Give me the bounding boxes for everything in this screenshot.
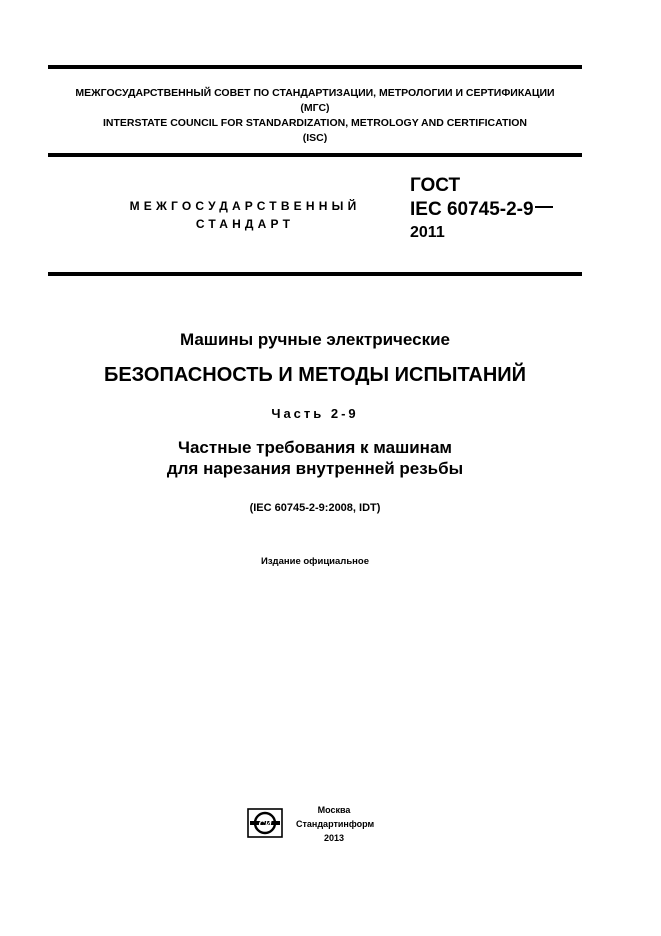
interstate-line2: СТАНДАРТ <box>195 217 295 231</box>
dash-mark <box>535 206 553 208</box>
gost-designation <box>410 174 553 244</box>
header-rule <box>48 153 582 157</box>
subtitle <box>48 437 582 479</box>
title-line2: БЕЗОПАСНОСТЬ И МЕТОДЫ ИСПЫТАНИЙ <box>103 364 527 386</box>
title-line1: Машины ручные электрические <box>179 330 451 349</box>
subtitle-line1: Частные требования к машинам <box>178 438 452 457</box>
interstate-standard-label <box>95 197 395 233</box>
council-abbr-ru: (МГС) <box>300 102 330 114</box>
subtitle-line2: для нарезания внутренней резьбы <box>166 459 464 478</box>
edition-label: Издание официальное <box>261 556 369 567</box>
council-name-ru: МЕЖГОСУДАРСТВЕННЫЙ СОВЕТ ПО СТАНДАРТИЗАЦИИ, МЕТРОЛОГИИ И СЕРТИФИКАЦИИ <box>75 87 555 99</box>
standard-number: IEC 60745-2-9 <box>410 199 534 220</box>
part-label: Часть 2-9 <box>271 406 359 421</box>
standartinform-logo-icon <box>247 808 283 838</box>
publisher-info <box>296 803 375 845</box>
iec-reference: (IEC 60745-2-9:2008, IDT) <box>249 502 381 514</box>
standard-year: 2011 <box>410 224 445 241</box>
publisher-city: Москва <box>317 805 351 815</box>
publisher-name: Стандартинформ <box>296 819 375 829</box>
gost-label: ГОСТ <box>410 175 461 196</box>
council-abbr-en: (ISC) <box>302 132 328 144</box>
publisher-year: 2013 <box>323 833 345 843</box>
council-header <box>48 86 582 146</box>
council-name-en: INTERSTATE COUNCIL FOR STANDARDIZATION, METROLOGY AND CERTIFICATION <box>102 117 528 129</box>
designation-rule <box>48 272 582 276</box>
top-rule <box>48 65 582 69</box>
interstate-line1: МЕЖГОСУДАРСТВЕННЫЙ <box>129 199 361 213</box>
logo-text: СИ <box>258 819 272 829</box>
